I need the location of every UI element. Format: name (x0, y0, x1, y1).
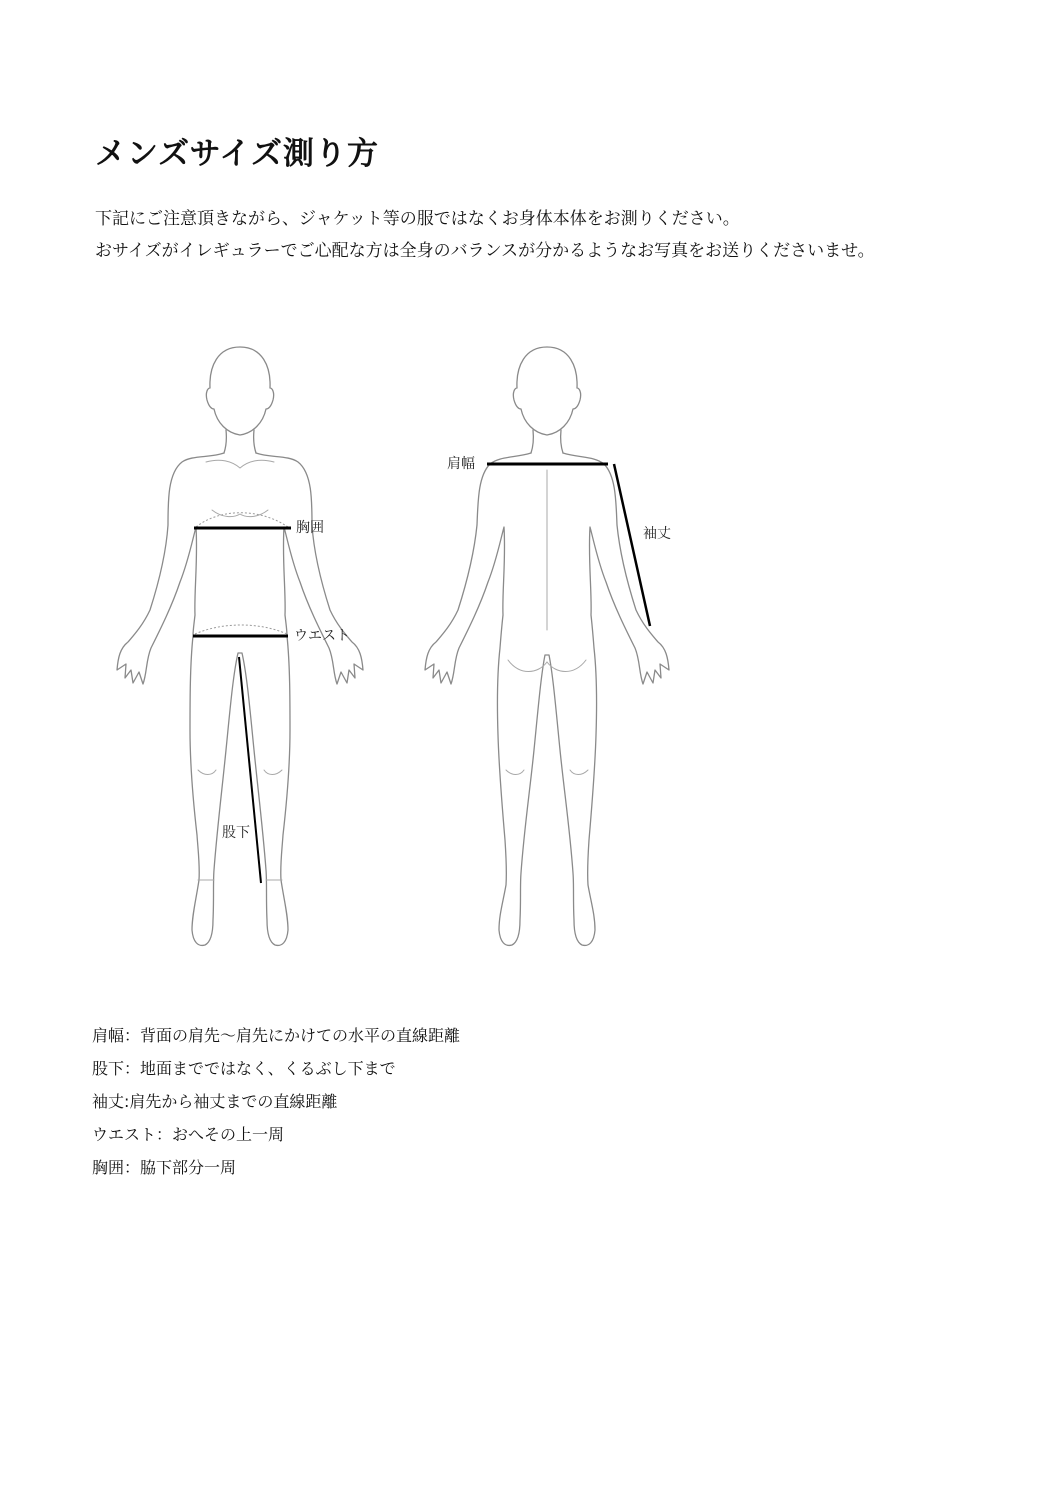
front-body-figure (117, 347, 363, 945)
front-neck (224, 430, 256, 453)
front-inseam-line (239, 657, 261, 883)
back-body-figure (425, 347, 671, 945)
back-knee (506, 770, 588, 775)
front-collarbone (206, 460, 274, 468)
body-measurement-figure (0, 330, 1058, 970)
body-diagram-svg (0, 330, 1058, 970)
measurement-notes (92, 1019, 460, 1184)
label-shoulder: 肩幅 (447, 456, 475, 472)
intro-line-2: おサイズがイレギュラーでご心配な方は全身のバランスが分かるようなお写真をお送りくださいませ。 (95, 241, 875, 261)
intro-text (95, 203, 875, 267)
front-chest-detail (212, 510, 268, 517)
label-sleeve: 袖丈 (643, 526, 671, 542)
front-head (206, 347, 273, 435)
front-knee-left (198, 770, 216, 775)
note-inseam: 股下：地面までではなく、くるぶし下まで (92, 1059, 396, 1078)
note-shoulder: 肩幅：背面の肩先〜肩先にかけての水平の直線距離 (92, 1026, 461, 1045)
back-buttocks (508, 660, 586, 672)
back-head (513, 347, 580, 435)
label-inseam: 股下 (222, 825, 250, 841)
page-title: メンズサイズ測り方 (95, 136, 379, 172)
intro-line-1: 下記にご注意頂きながら、ジャケット等の服ではなくお身体本体をお測りください。 (95, 209, 740, 229)
front-waist-dotted-arc (195, 625, 287, 634)
back-neck (531, 430, 563, 453)
note-waist: ウエスト：おへその上一周 (92, 1125, 285, 1144)
label-waist: ウエスト (294, 628, 350, 644)
note-chest: 胸囲：脇下部分一周 (92, 1158, 237, 1177)
note-sleeve: 袖丈:肩先から袖丈までの直線距離 (92, 1092, 338, 1111)
label-chest: 胸囲 (296, 520, 324, 536)
front-knee-right (264, 770, 282, 775)
